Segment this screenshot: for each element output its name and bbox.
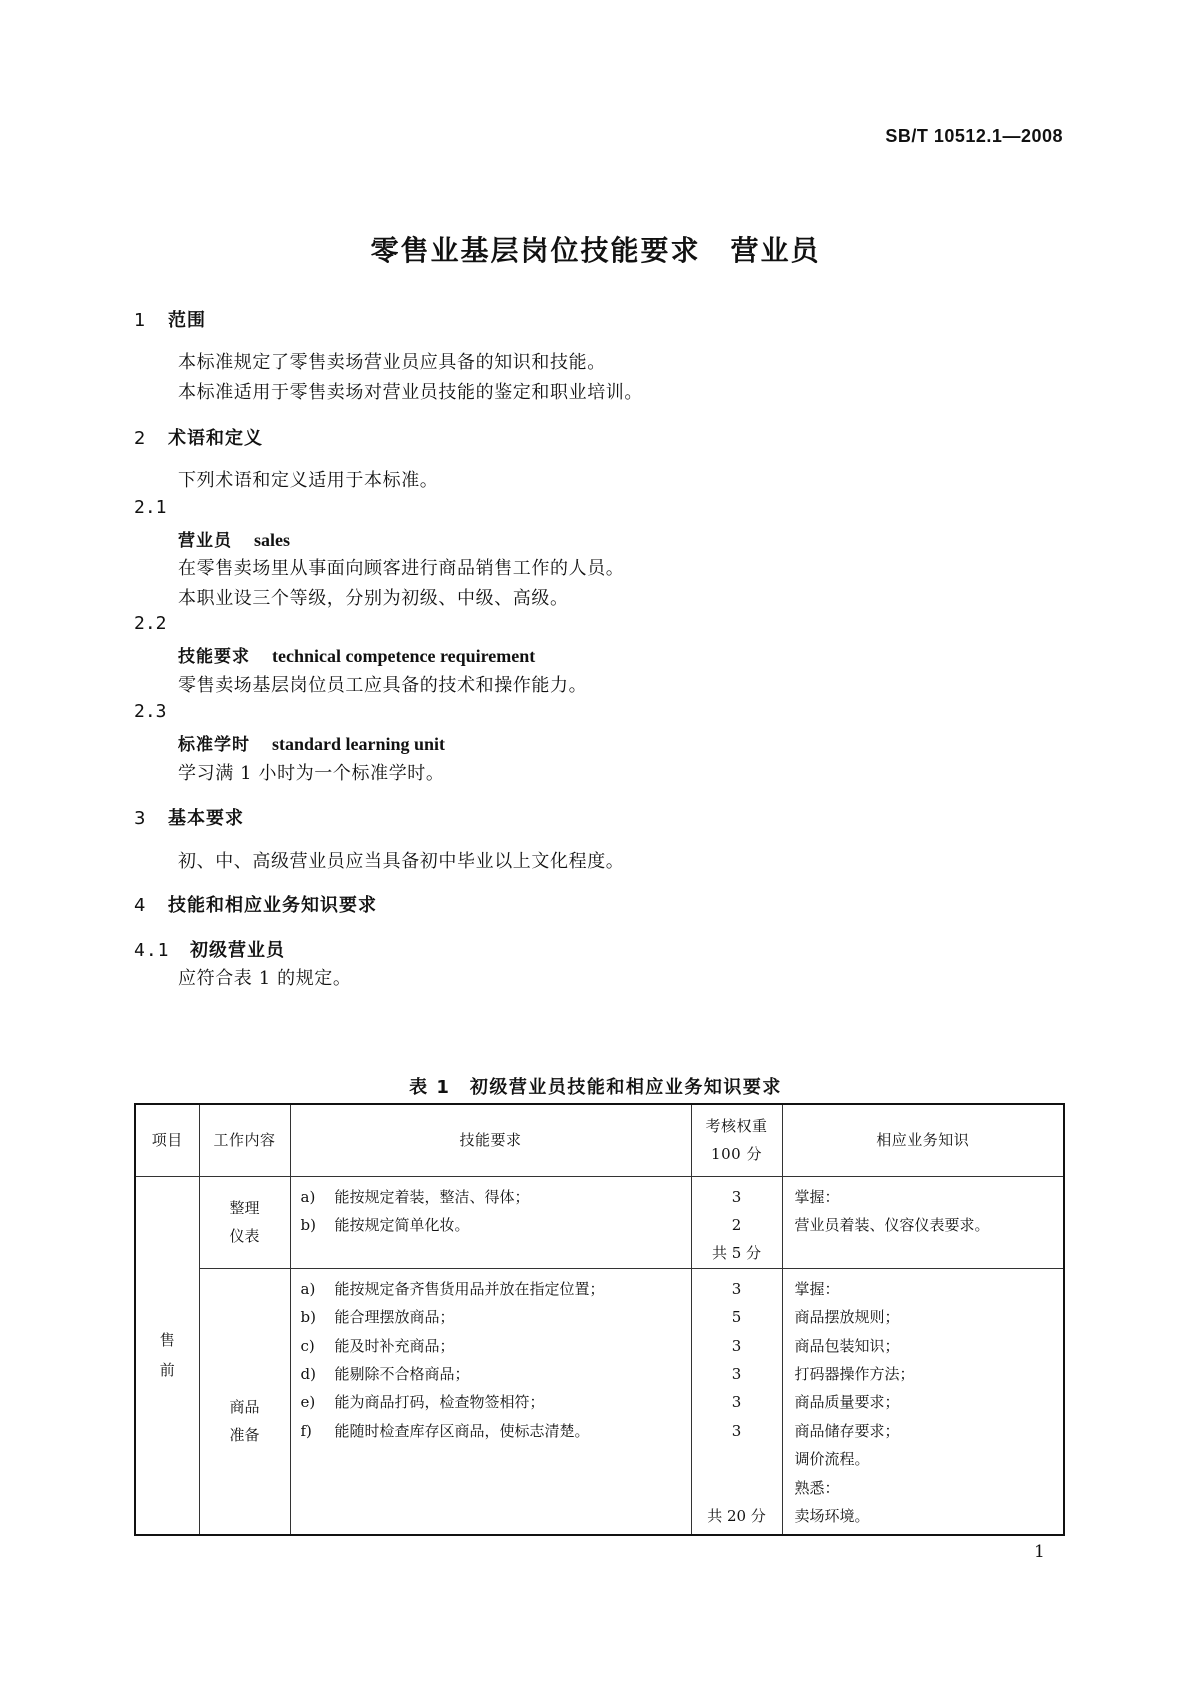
skill-line [301, 1417, 681, 1445]
knowledge-line: 商品储存要求； [794, 1421, 900, 1440]
weight-value: 2 [731, 1215, 742, 1234]
weight-value: 3 [731, 1336, 742, 1355]
skill-text: 能为商品打码，检查物签相符； [334, 1393, 545, 1412]
skill-line [301, 1388, 681, 1416]
item-char: 售 [159, 1331, 175, 1350]
item-cell [135, 1176, 199, 1535]
header-weight-line2: 100 分 [711, 1145, 762, 1164]
knowledge-line: 商品质量要求； [794, 1393, 900, 1412]
weight-value: 3 [731, 1364, 742, 1383]
term-heading [178, 642, 535, 667]
knowledge-line: 卖场环境。 [794, 1506, 870, 1525]
term-en: standard learning unit [272, 734, 446, 754]
header-weight [691, 1104, 782, 1176]
skill-mark: a) [300, 1279, 316, 1298]
term-zh: 标准学时 [178, 735, 250, 755]
section-1-heading [134, 306, 206, 332]
skill-mark: d) [300, 1364, 316, 1383]
knowledge-line: 调价流程。 [794, 1450, 870, 1469]
header-knowledge: 相应业务知识 [782, 1104, 1064, 1176]
skill-mark: a) [300, 1187, 316, 1206]
knowledge-cell [782, 1176, 1064, 1268]
work-content-line: 仪表 [229, 1227, 260, 1246]
knowledge-cell [782, 1268, 1064, 1535]
weight-cell [691, 1268, 782, 1535]
weight-spacer [692, 1445, 782, 1502]
work-content-line: 整理 [229, 1199, 260, 1218]
section-title: 基本要求 [168, 808, 244, 829]
definition: 零售卖场基层岗位员工应具备的技术和操作能力。 [178, 675, 588, 696]
paragraph: 下列术语和定义适用于本标准。 [178, 470, 439, 491]
skills-table [134, 1103, 1065, 1536]
page-number: 1 [1034, 1542, 1045, 1562]
weight-total: 共 20 分 [707, 1506, 766, 1525]
clause-number: 2.2 [134, 613, 167, 634]
skill-mark: b) [300, 1308, 316, 1327]
skill-mark: c) [300, 1336, 315, 1355]
weight-value: 3 [731, 1187, 742, 1206]
skill-text: 能按规定着装，整洁、得体； [334, 1187, 530, 1206]
skill-text: 能合理摆放商品； [334, 1308, 455, 1327]
paragraph: 本标准适用于零售卖场对营业员技能的鉴定和职业培训。 [178, 382, 643, 403]
section-title: 范围 [168, 310, 206, 331]
definition: 学习满 1 小时为一个标准学时。 [178, 763, 445, 784]
section-2-heading [134, 424, 263, 450]
work-content-cell [199, 1268, 290, 1535]
knowledge-line: 营业员着装、仪容仪表要求。 [794, 1215, 990, 1234]
weight-total: 共 5 分 [711, 1244, 762, 1263]
header-work-content: 工作内容 [199, 1104, 290, 1176]
paragraph: 本标准规定了零售卖场营业员应具备的知识和技能。 [178, 352, 606, 373]
clause-number: 2.1 [134, 497, 167, 518]
work-content-cell [199, 1176, 290, 1268]
section-title: 技能和相应业务知识要求 [168, 895, 377, 916]
paragraph: 应符合表 1 的规定。 [178, 968, 352, 989]
skill-mark: b) [300, 1215, 316, 1234]
skill-mark: f) [300, 1421, 312, 1440]
skill-text: 能按规定简单化妆。 [334, 1215, 470, 1234]
section-number: 4 [134, 895, 147, 916]
term-heading [178, 526, 290, 551]
section-number: 3 [134, 808, 147, 829]
section-3-heading [134, 804, 244, 830]
item-char: 前 [159, 1361, 175, 1380]
skill-line [301, 1275, 681, 1303]
standard-code: SB/T 10512.1—2008 [885, 126, 1063, 146]
subsection-4-1-heading [134, 936, 285, 962]
term-heading [178, 730, 445, 755]
header-item: 项目 [135, 1104, 199, 1176]
knowledge-line: 熟悉： [794, 1478, 840, 1497]
section-number: 2 [134, 428, 147, 449]
table-header-row [135, 1104, 1064, 1176]
weight-value: 3 [731, 1393, 742, 1412]
skill-text: 能及时补充商品； [334, 1336, 455, 1355]
skill-cell [290, 1176, 691, 1268]
subsection-number: 4.1 [134, 940, 170, 961]
skill-line [301, 1303, 681, 1331]
table-caption: 表 1 初级营业员技能和相应业务知识要求 [409, 1077, 782, 1098]
work-content-line: 商品 [229, 1398, 260, 1417]
paragraph: 初、中、高级营业员应当具备初中毕业以上文化程度。 [178, 851, 625, 872]
section-title: 术语和定义 [168, 428, 263, 449]
table-row [135, 1268, 1064, 1535]
skill-text: 能随时检查库存区商品，使标志清楚。 [334, 1421, 590, 1440]
term-en: sales [254, 530, 290, 550]
subsection-title: 初级营业员 [190, 940, 285, 961]
section-number: 1 [134, 310, 147, 331]
term-zh: 技能要求 [178, 647, 250, 667]
skill-text: 能剔除不合格商品； [334, 1364, 470, 1383]
skill-text: 能按规定备齐售货用品并放在指定位置； [334, 1279, 605, 1298]
weight-value: 3 [731, 1421, 742, 1440]
weight-value: 5 [731, 1308, 742, 1327]
skill-line [301, 1360, 681, 1388]
term-en: technical competence requirement [272, 646, 536, 666]
clause-number: 2.3 [134, 701, 167, 722]
header-weight-line1: 考核权重 [705, 1117, 768, 1136]
knowledge-line: 商品摆放规则； [794, 1308, 900, 1327]
definition: 本职业设三个等级，分别为初级、中级、高级。 [178, 588, 569, 609]
knowledge-line: 掌握： [794, 1187, 840, 1206]
term-zh: 营业员 [178, 531, 232, 551]
knowledge-line: 打码器操作方法； [794, 1364, 915, 1383]
knowledge-line: 商品包装知识； [794, 1336, 900, 1355]
skill-line [301, 1211, 681, 1239]
weight-cell [691, 1176, 782, 1268]
weight-value: 3 [731, 1279, 742, 1298]
document-title: 零售业基层岗位技能要求 营业员 [370, 234, 821, 267]
definition: 在零售卖场里从事面向顾客进行商品销售工作的人员。 [178, 558, 625, 579]
knowledge-line: 掌握： [794, 1279, 840, 1298]
section-4-heading [134, 891, 377, 917]
skill-cell [290, 1268, 691, 1535]
skill-line [301, 1332, 681, 1360]
skill-line [301, 1183, 681, 1211]
skill-mark: e) [300, 1393, 316, 1412]
header-skill-requirement: 技能要求 [290, 1104, 691, 1176]
work-content-line: 准备 [229, 1426, 260, 1445]
table-row [135, 1176, 1064, 1268]
